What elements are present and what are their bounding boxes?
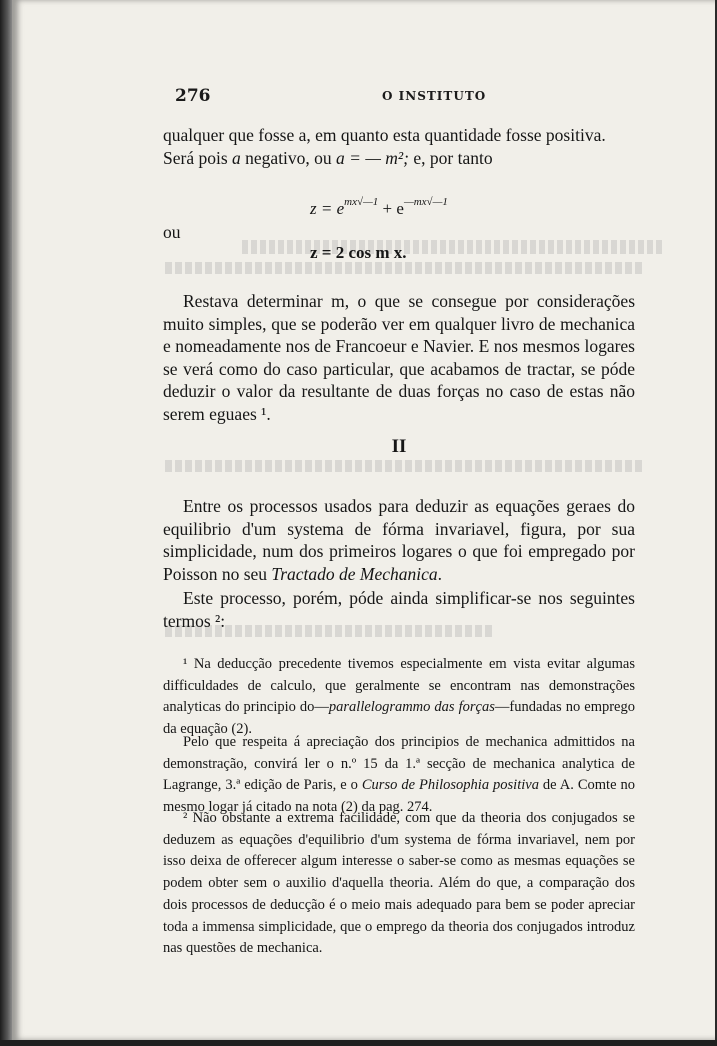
paragraph-1-line-2: [163, 148, 635, 169]
footnote-1-continued: [163, 732, 635, 819]
paragraph-4: Este processo, porém, póde ainda simplificar-se nos seguintes termos ²:: [163, 588, 635, 631]
page-left-edge: [0, 0, 12, 1046]
formula-exponential: [310, 196, 448, 219]
page-header: [162, 86, 652, 108]
paragraph-1-line-1: qualquer que fosse a, em quanto esta quantidade fosse positiva.: [163, 125, 606, 145]
formula-cosine: z = 2 cos m x.: [310, 243, 407, 262]
page-bottom-edge: [0, 1040, 717, 1046]
text-run: Entre os processos usados para deduzir as equações geraes do equilibrio d'um systema de fórma invariavel, figura, por sua simplicidade, num dos primeiros logares o que foi empregado por Poisson no seu: [163, 496, 635, 584]
paragraph-2: Restava determinar m, o que se consegue por considerações muito simples, que se poderão ver em qualquer livro de mechanica e nomeadamente nos de Francoeur e Navier. E nos mesmos logares se verá como do caso particular, que acabamos de tractar, se póde deduzir o valor da resultante de duas forças no caso de estas não serem eguaes ¹.: [163, 291, 635, 424]
formula-plus: + e: [382, 199, 404, 218]
text-run: —fundadas no emprego da equação (2).: [163, 699, 635, 738]
formula-lhs: z = e: [310, 199, 345, 218]
equation-inline: a = — m²;: [336, 148, 410, 168]
bleed-through: [162, 262, 642, 274]
formula-exponent-2: —mx√—1: [403, 196, 448, 208]
footnote-1: [163, 654, 635, 741]
paragraph-3: [163, 495, 635, 585]
text-run: e, por tanto: [409, 148, 493, 168]
word-ou: ou: [163, 222, 181, 242]
footnote-2: ² Não obstante a extrema facilidade, com que da theoria dos conjugados se deduzem as equações d'equilibrio d'um systema de fórma invariavel, nem por isso deixa de offerecer algum interesse o saber-se como as mesmas equações se podem obter sem o auxilio d'aquella theoria. Além do que, a comparação dos dois processos de deducção é o meio mais adequado para bem se poder apreciar toda a immensa simplicidade, que o emprego da theoria dos conjugados introduz nas questões de mechanica.: [163, 810, 635, 957]
bleed-through: [162, 460, 642, 472]
text-run: Pelo que respeita á apreciação dos principios de mechanica admittidos na demonstração, convirá ler o n.º 15 da 1.ª secção de mechanica analytica de Lagrange, 3.ª edição de Paris, e o: [163, 734, 635, 794]
footnote-italic: parallelogrammo das forças: [328, 699, 495, 716]
text-run: ¹ Na deducção precedente tivemos especialmente em vista evitar algumas difficuldades de calculo, que geralmente se encontram nas demonstrações analyticas do principio do—: [163, 656, 635, 716]
page-number: 276: [175, 86, 211, 106]
book-title: Tractado de Mechanica: [271, 563, 438, 584]
text-run: de A. Comte no mesmo logar já citado na nota (2) da pag. 274.: [163, 777, 635, 816]
running-head: O INSTITUTO: [382, 89, 487, 103]
formula-exponent-1: mx√—1: [344, 196, 379, 208]
text-run: .: [437, 563, 443, 584]
footnote-italic: Curso de Philosophia positiva: [361, 777, 539, 794]
text-run: negativo, ou: [240, 148, 337, 168]
section-heading: II: [391, 436, 407, 457]
text-run: Será pois: [163, 148, 233, 168]
variable-a: a: [232, 148, 241, 168]
